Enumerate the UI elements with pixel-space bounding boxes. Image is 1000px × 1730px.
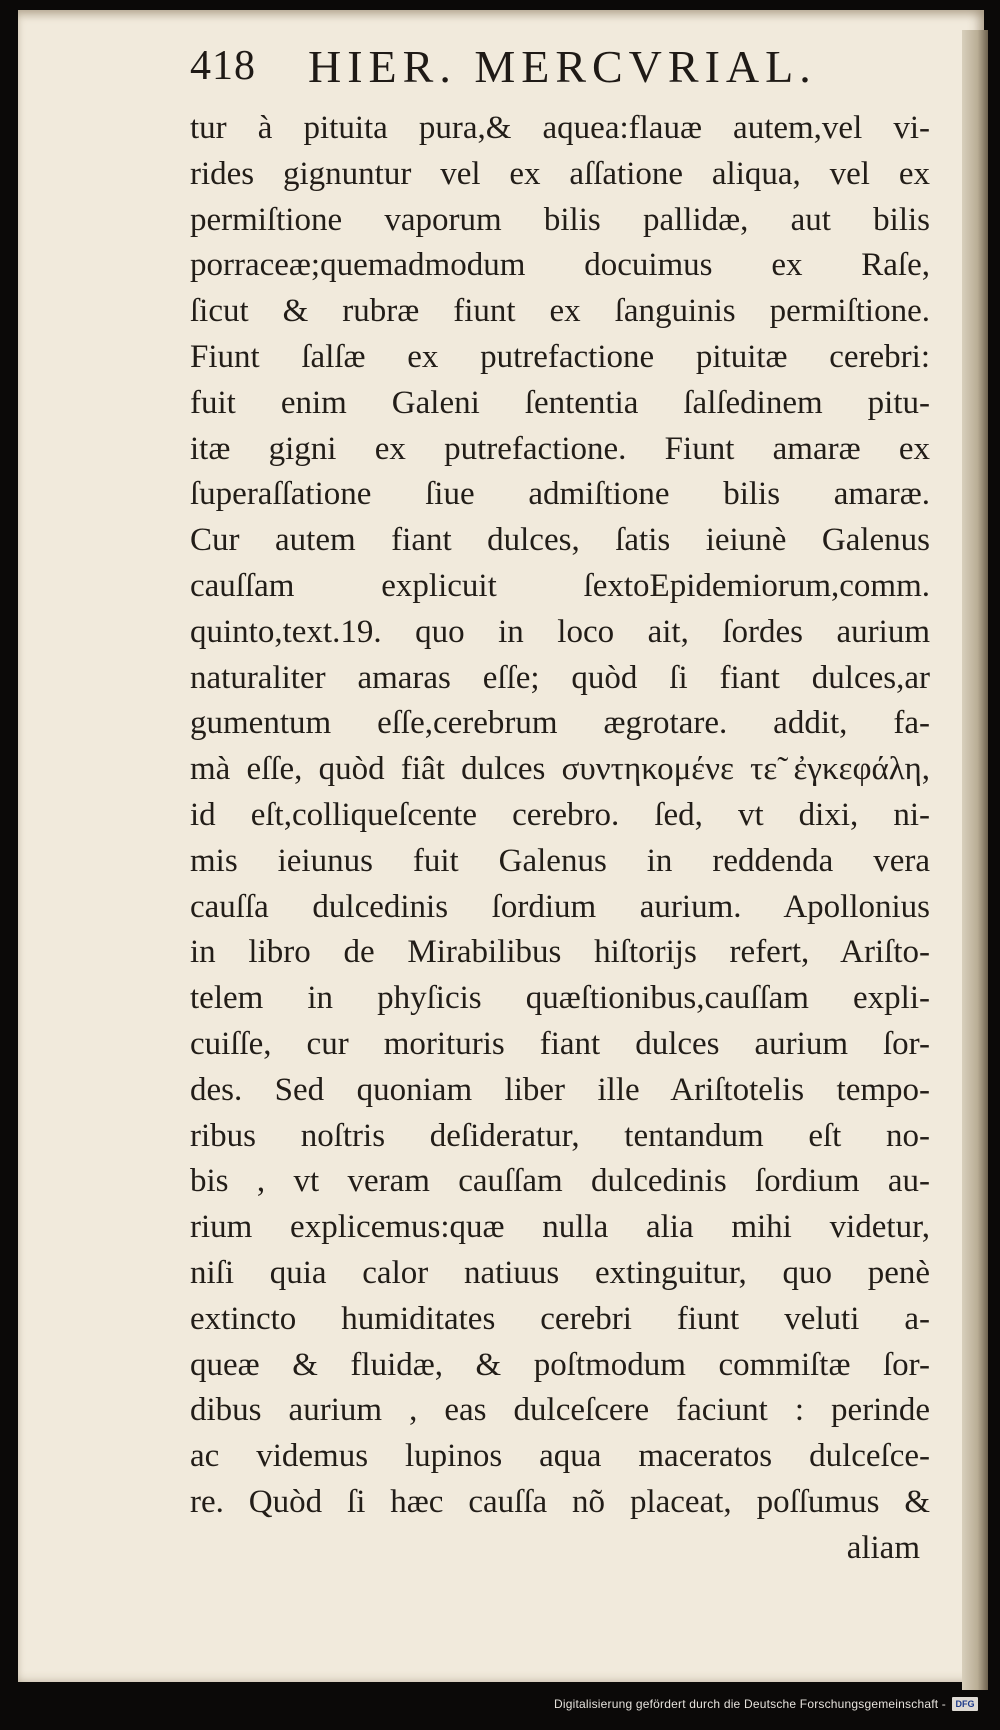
text-line: fuit enim Galeni ſententia ſalſedinem pitu- xyxy=(190,384,930,421)
text-line: mà eſſe, quòd fiât dulces συντηκομένε τε̃ ἐγκεφάλη, xyxy=(190,751,930,788)
page-header xyxy=(190,40,880,100)
text-line: ſicut & rubræ fiunt ex ſanguinis permiſtione. xyxy=(190,293,930,330)
text-line: gumentum eſſe,cerebrum ægrotare. addit, fa- xyxy=(190,705,930,742)
text-line: mis ieiunus fuit Galenus in reddenda vera xyxy=(190,842,930,879)
text-line: niſi quia calor natiuus extinguitur, quo penè xyxy=(190,1254,930,1291)
catchword: aliam xyxy=(846,1529,920,1566)
text-line: extincto humiditates cerebri fiunt veluti a- xyxy=(190,1300,930,1337)
text-line: porraceæ;quemadmodum docuimus ex Raſe, xyxy=(190,247,930,284)
text-line: quinto,text.19. quo in loco ait, ſordes aurium xyxy=(190,613,930,650)
digitization-footer xyxy=(554,1692,978,1716)
text-line: cuiſſe, cur morituris fiant dulces aurium ſor- xyxy=(190,1025,930,1062)
text-line: queæ & fluidæ, & poſtmodum commiſtæ ſor- xyxy=(190,1346,930,1383)
text-line: telem in phyſicis quæſtionibus,cauſſam expli- xyxy=(190,980,930,1017)
text-line: ribus noſtris deſideratur, tentandum eſt no- xyxy=(190,1117,930,1154)
text-line: itæ gigni ex putrefactione. Fiunt amaræ ex xyxy=(190,430,930,467)
text-line: ſuperaſſatione ſiue admiſtione bilis amaræ. xyxy=(190,476,930,513)
text-line: id eſt,colliqueſcente cerebro. ſed, vt dixi, ni- xyxy=(190,796,930,833)
text-line: cauſſa dulcedinis ſordium aurium. Apollonius xyxy=(190,888,930,925)
text-line: Fiunt ſalſæ ex putrefactione pituitæ cerebri: xyxy=(190,338,930,375)
running-head: HIER. MERCVRIAL. xyxy=(308,41,817,92)
dfg-logo: DFG xyxy=(952,1697,978,1711)
funding-credit: Digitalisierung gefördert durch die Deutsche Forschungsgemeinschaft - xyxy=(554,1697,946,1711)
text-line: bis , vt veram cauſſam dulcedinis ſordium au- xyxy=(190,1163,930,1200)
text-line: rium explicemus:quæ nulla alia mihi videtur, xyxy=(190,1209,930,1246)
text-line: cauſſam explicuit ſextoEpidemiorum,comm. xyxy=(190,567,930,604)
page-number: 418 xyxy=(190,43,256,89)
text-line: re. Quòd ſi hæc cauſſa nõ placeat, poſſumus & xyxy=(190,1483,930,1520)
text-line: tur à pituita pura,& aquea:flauæ autem,vel vi- xyxy=(190,110,930,146)
text-line: naturaliter amaras eſſe; quòd ſi fiant dulces,ar xyxy=(190,659,930,696)
page-edge-shadow xyxy=(962,30,988,1690)
text-line: permiſtione vaporum bilis pallidæ, aut bilis xyxy=(190,201,930,238)
text-line: in libro de Mirabilibus hiſtorijs refert, Ariſto- xyxy=(190,934,930,971)
text-line: Cur autem fiant dulces, ſatis ieiunè Galenus xyxy=(190,522,930,559)
body-text xyxy=(190,106,930,1572)
text-line: des. Sed quoniam liber ille Ariſtotelis tempo- xyxy=(190,1071,930,1108)
text-line: dibus aurium , eas dulceſcere faciunt : perinde xyxy=(190,1392,930,1429)
text-line: ac videmus lupinos aqua maceratos dulceſce- xyxy=(190,1438,930,1475)
text-line: rides gignuntur vel ex aſſatione aliqua, vel ex xyxy=(190,155,930,192)
